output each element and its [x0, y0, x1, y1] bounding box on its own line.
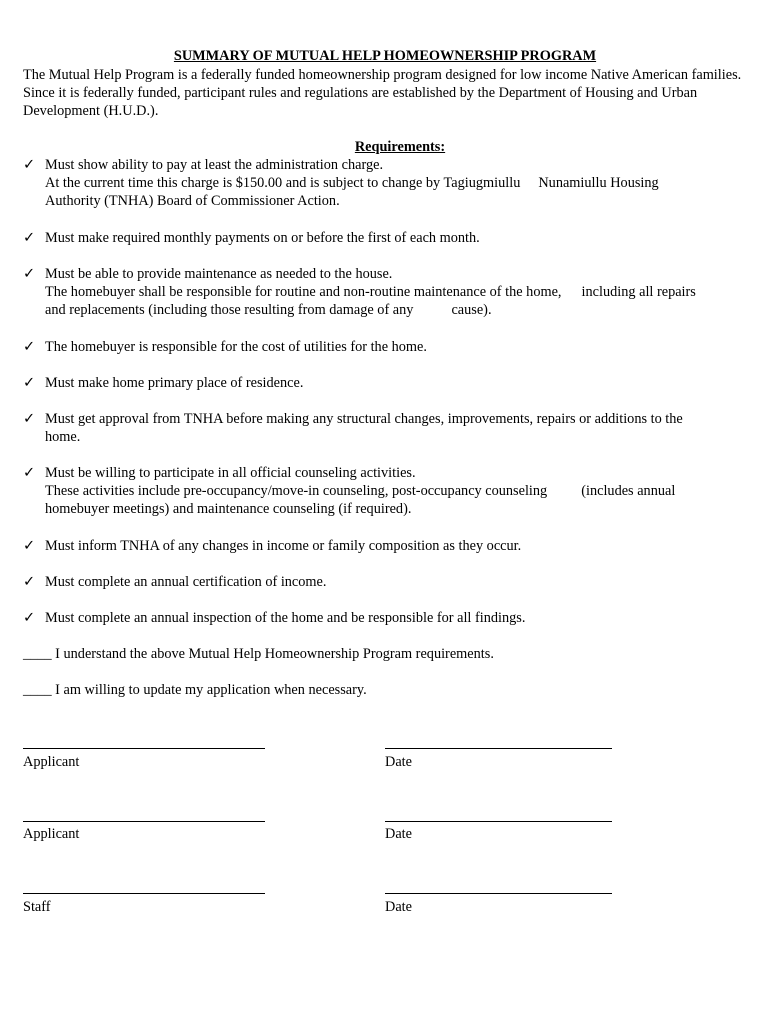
checkmark-icon: ✓	[23, 266, 35, 282]
requirement-item	[23, 374, 743, 392]
document-title: SUMMARY OF MUTUAL HELP HOMEOWNERSHIP PROGRAM	[173, 48, 597, 64]
signature-label-applicant: Applicant	[23, 754, 80, 770]
requirement-text: Must show ability to pay at least the administration charge.	[45, 157, 384, 173]
acknowledgement-update[interactable]: ____ I am willing to update my application when necessary.	[23, 682, 367, 698]
requirement-detail: homebuyer meetings) and maintenance counseling (if required).	[45, 501, 412, 517]
requirement-detail: Authority (TNHA) Board of Commissioner Action.	[45, 193, 340, 209]
signature-label-date: Date	[385, 899, 412, 915]
requirement-detail: At the current time this charge is $150.00 and is subject to change by Tagiugmiullu Nunamiullu Housing	[45, 175, 659, 191]
requirement-text: Must make home primary place of residence.	[45, 375, 304, 391]
requirement-item	[23, 265, 743, 319]
staff-signature-line[interactable]	[23, 893, 265, 894]
signature-label-applicant: Applicant	[23, 826, 80, 842]
requirement-text: Must be able to provide maintenance as needed to the house.	[45, 266, 393, 282]
requirement-detail: home.	[45, 429, 81, 445]
requirement-text: Must complete an annual inspection of the home and be responsible for all findings.	[45, 610, 526, 626]
requirement-text: Must make required monthly payments on or before the first of each month.	[45, 230, 480, 246]
requirement-text: The homebuyer is responsible for the cost of utilities for the home.	[45, 339, 427, 355]
signature-label-date: Date	[385, 754, 412, 770]
requirement-text: Must get approval from TNHA before making any structural changes, improvements, repairs or additions to the	[45, 411, 683, 427]
requirement-item	[23, 338, 743, 356]
checkmark-icon: ✓	[23, 538, 35, 554]
requirement-item	[23, 573, 743, 591]
requirement-item	[23, 410, 743, 446]
checkmark-icon: ✓	[23, 610, 35, 626]
intro-paragraph: The Mutual Help Program is a federally funded homeownership program designed for low income Native American families. Since it is federally funded, participant rules and regulations are established by the Department of Housing and Urban Development (H.U.D.).	[23, 67, 742, 119]
requirement-text: Must be willing to participate in all official counseling activities.	[45, 465, 416, 481]
checkmark-icon: ✓	[23, 230, 35, 246]
signature-label-staff: Staff	[23, 899, 51, 915]
applicant-signature-line[interactable]	[23, 821, 265, 822]
applicant-signature-line[interactable]	[23, 748, 265, 749]
requirement-item	[23, 537, 743, 555]
requirement-item	[23, 609, 743, 627]
requirement-item	[23, 464, 743, 518]
requirement-text: Must inform TNHA of any changes in income or family composition as they occur.	[45, 538, 522, 554]
requirement-detail: The homebuyer shall be responsible for routine and non-routine maintenance of the home, including all repairs	[45, 284, 696, 300]
checkmark-icon: ✓	[23, 339, 35, 355]
checkmark-icon: ✓	[23, 574, 35, 590]
checkmark-icon: ✓	[23, 157, 35, 173]
date-signature-line[interactable]	[385, 821, 612, 822]
date-signature-line[interactable]	[385, 748, 612, 749]
requirement-item	[23, 229, 743, 247]
requirement-text: Must complete an annual certification of income.	[45, 574, 327, 590]
date-signature-line[interactable]	[385, 893, 612, 894]
checkmark-icon: ✓	[23, 465, 35, 481]
requirements-heading: Requirements:	[354, 139, 446, 155]
signature-label-date: Date	[385, 826, 412, 842]
checkmark-icon: ✓	[23, 375, 35, 391]
requirement-detail: and replacements (including those resulting from damage of any cause).	[45, 302, 492, 318]
requirement-detail: These activities include pre-occupancy/move-in counseling, post-occupancy counseling (includes annual	[45, 483, 676, 499]
requirement-item	[23, 156, 743, 210]
acknowledgement-understand[interactable]: ____ I understand the above Mutual Help Homeownership Program requirements.	[23, 646, 494, 662]
checkmark-icon: ✓	[23, 411, 35, 427]
